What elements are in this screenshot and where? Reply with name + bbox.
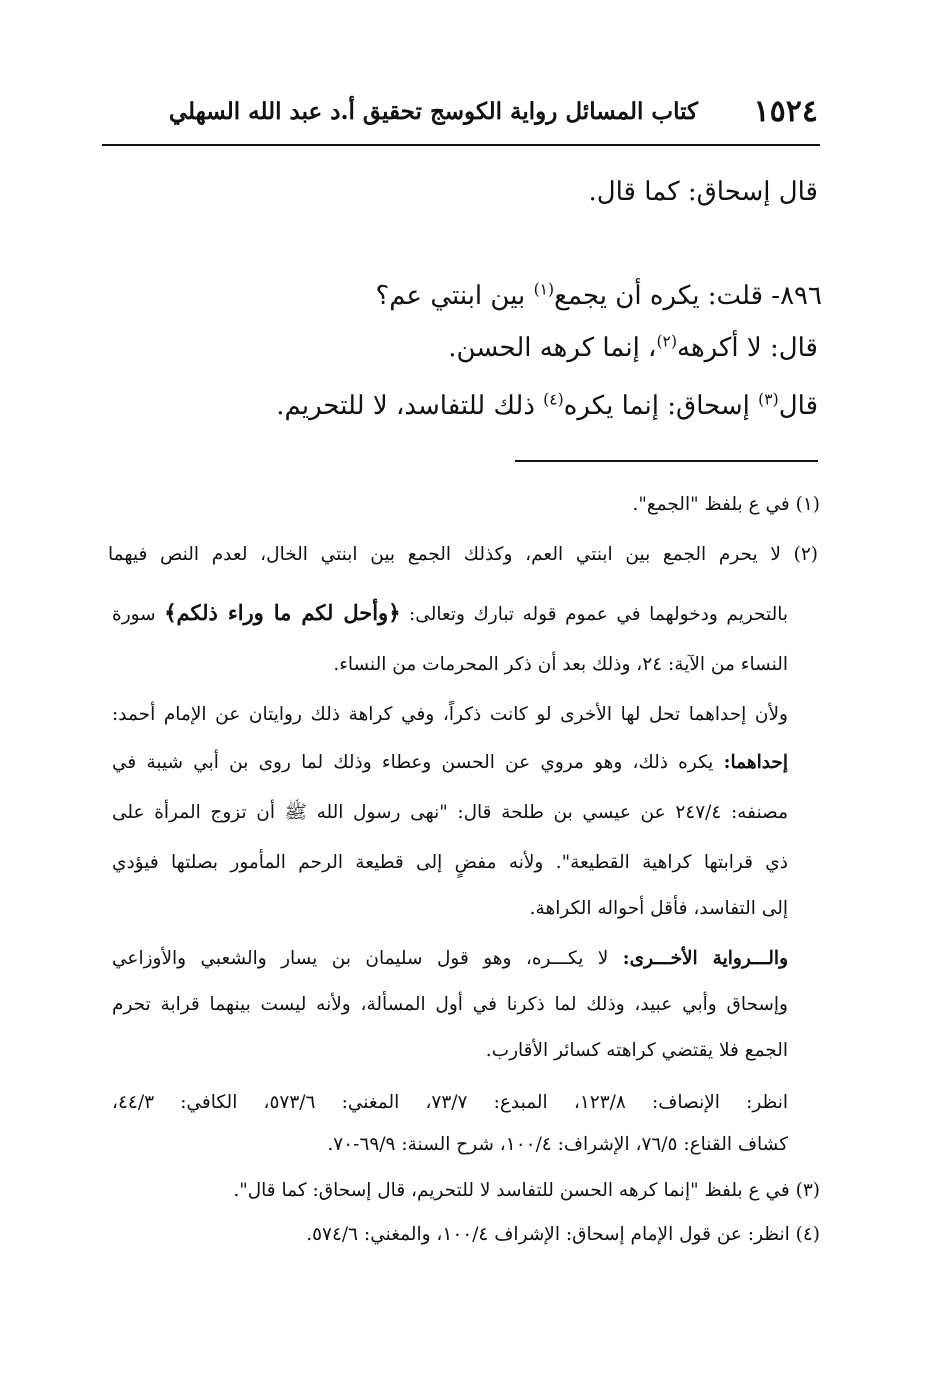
footnote-2-references: كشاف القناع: ٧٦/٥، الإشراف: ١٠٠/٤، شرح السنة: ٦٩/٩-٧٠. (327, 1134, 788, 1155)
answer-line: قال: لا أكرهه$^{(٢)}$، إنما كرهه الحسن. (448, 332, 818, 363)
footnote-2-line: والـــرواية الأخـــرى: لا يكـــره، وهو قول سليمان بن يسار والشعبي والأوزاعي (112, 948, 789, 969)
footnote-2-line: وإسحاق وأبي عبيد، وذلك لما ذكرنا في أول المسألة، ولأنه ليست بينهما قرابة تحرم (112, 994, 788, 1015)
footnote-2-line: إلى التفاسد، فأقل أحواله الكراهة. (529, 898, 788, 919)
footnote-2-line: النساء من الآية: ٢٤، وذلك بعد أن ذكر المحرمات من النساء. (333, 654, 788, 675)
ishaq-line: قال$^{(٣)}$ إسحاق: إنما يكره$^{(٤)}$ ذلك للتفاسد، لا للتحريم. (276, 390, 818, 421)
footnote-2-references: انظر: الإنصاف: ١٢٣/٨، المبدع: ٧٣/٧، المغني: ٥٧٣/٦، الكافي: ٤٤/٣، (112, 1092, 788, 1113)
footnote-2-line: ولأن إحداهما تحل لها الأخرى لو كانت ذكراً، وفي كراهة ذلك روايتان عن الإمام أحمد: (112, 704, 788, 725)
footnote-2-line: إحداهما: يكره ذلك، وهو مروي عن الحسن وعطاء وذلك لما روى بن أبي شيبة في (112, 752, 788, 773)
question-number: ٨٩٦- (771, 281, 822, 311)
footnote-1: (١) في ع بلفظ "الجمع". (632, 494, 820, 515)
page-number: ١٥٢٤ (753, 94, 818, 129)
quran-verse: ﴿وأحل لكم ما وراء ذلكم﴾ (164, 600, 401, 625)
footnote-2-line: (٢) لا يحرم الجمع بين ابنتي العم، وكذلك الجمع بين ابنتي الخال، لعدم النص فيهما (108, 544, 818, 565)
footnote-4: (٤) انظر: عن قول الإمام إسحاق: الإشراف ١٠٠/٤، والمغني: ٥٧٤/٦. (306, 1224, 820, 1245)
footnote-marker-3[interactable]: (٣) (758, 390, 779, 409)
footnote-marker-2[interactable]: (٢) (656, 332, 678, 351)
footnote-2-line: مصنفه: ٢٤٧/٤ عن عيسي بن طلحة قال: "نهى رسول الله ﷺ أن تزوج المرأة على (112, 802, 788, 823)
footnote-marker-4[interactable]: (٤) (543, 390, 564, 409)
footnote-2-line: الجمع فلا يقتضي كراهته كسائر الأقارب. (485, 1040, 788, 1061)
footnote-3: (٣) في ع بلفظ "إنما كرهه الحسن للتفاسد لا للتحريم، قال إسحاق: كما قال". (233, 1180, 820, 1201)
text-line: قال إسحاق: كما قال. (588, 177, 818, 207)
footnote-2-line: بالتحريم ودخولهما في عموم قوله تبارك وتعالى: ﴿وأحل لكم ما وراء ذلكم﴾ سورة (112, 600, 788, 625)
question-896: ٨٩٦- قلت: يكره أن يجمع$^{(١)}$ بين ابنتي عم؟ (375, 280, 822, 311)
running-title: كتاب المسائل رواية الكوسج تحقيق أ.د عبد الله السهلي (168, 98, 698, 125)
footnote-marker-1[interactable]: (١) (533, 280, 555, 299)
footnote-2-line: ذي قرابتها كراهية القطيعة". ولأنه مفضٍ إلى قطيعة الرحم المأمور بصلتها فيؤدي (112, 852, 788, 873)
